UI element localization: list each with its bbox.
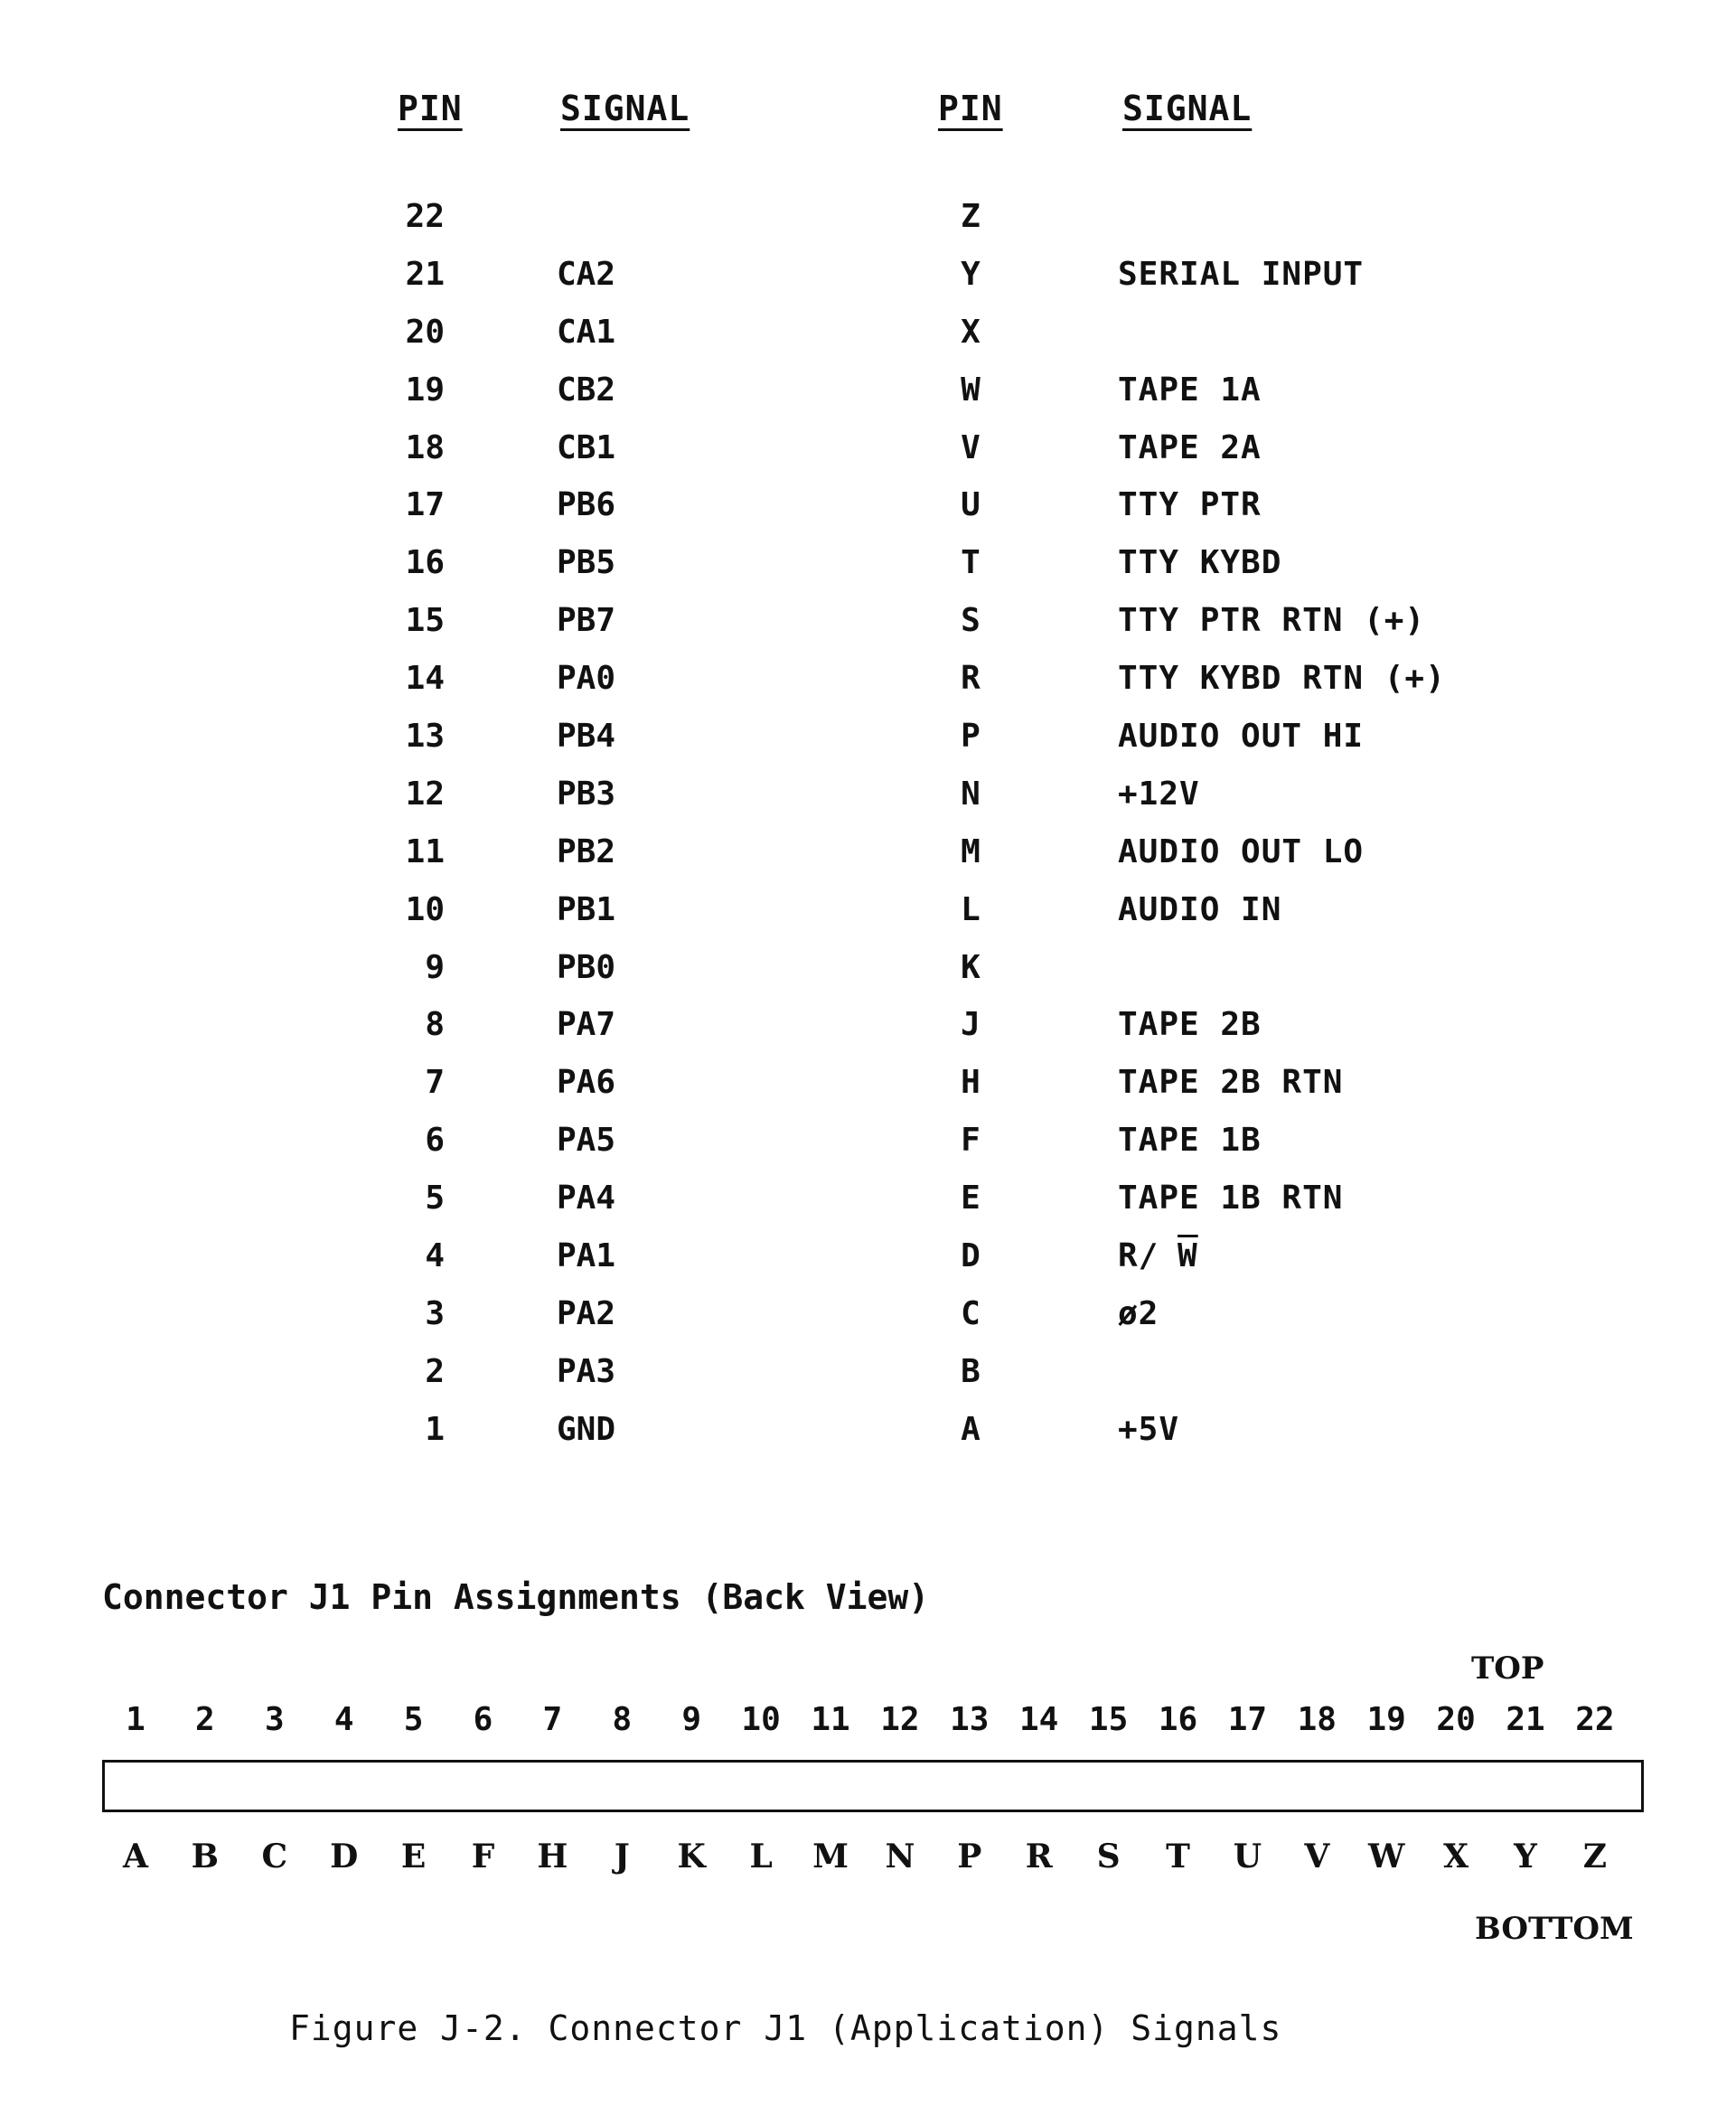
left-pin-cell: 21 xyxy=(405,255,445,293)
right-pin-cell: H xyxy=(961,1064,981,1102)
right-signal-cell: TAPE 1B RTN xyxy=(1118,1180,1344,1218)
table-row xyxy=(0,1410,1736,1468)
top-pin-number: 20 xyxy=(1436,1701,1476,1738)
right-signal-cell: AUDIO OUT HI xyxy=(1118,718,1365,756)
table-row xyxy=(0,890,1736,948)
right-signal-cell: +5V xyxy=(1118,1410,1180,1448)
bottom-pin-letter: P xyxy=(957,1838,982,1876)
right-signal-cell: TAPE 1A xyxy=(1118,371,1262,409)
table-row xyxy=(0,1179,1736,1236)
left-signal-cell: PB0 xyxy=(557,948,616,986)
connector-caption: Connector J1 Pin Assignments (Back View) xyxy=(102,1577,930,1617)
bottom-pin-letter: H xyxy=(537,1838,568,1876)
right-signal-cell: TAPE 2B RTN xyxy=(1118,1064,1344,1102)
top-pin-number: 10 xyxy=(741,1701,781,1738)
bottom-pin-letter: Y xyxy=(1514,1838,1537,1876)
top-pin-number: 19 xyxy=(1366,1701,1406,1738)
overline-text: $\overline{W}$ xyxy=(1178,1237,1198,1275)
right-pin-cell: R xyxy=(961,660,981,698)
left-pin-cell: 22 xyxy=(405,198,445,235)
top-pin-number: 6 xyxy=(473,1701,493,1738)
right-pin-cell: Y xyxy=(961,255,981,293)
top-pin-number: 7 xyxy=(542,1701,563,1738)
bottom-pin-letter: D xyxy=(330,1838,359,1876)
right-signal-cell: R/ xyxy=(1118,1237,1159,1275)
bottom-pin-letter: S xyxy=(1096,1838,1121,1876)
right-pin-cell: N xyxy=(961,775,981,813)
left-signal-cell: GND xyxy=(557,1410,616,1448)
left-signal-cell: PA0 xyxy=(557,660,616,698)
table-row xyxy=(0,1005,1736,1063)
table-row xyxy=(0,832,1736,890)
right-signal-cell: AUDIO IN xyxy=(1118,890,1282,928)
bottom-label: BOTTOM xyxy=(1475,1911,1634,1947)
bottom-pin-letter: R xyxy=(1025,1838,1053,1876)
left-signal-cell: PA4 xyxy=(557,1180,616,1218)
left-pin-cell: 20 xyxy=(405,313,445,351)
left-signal-cell: CB2 xyxy=(557,371,616,409)
left-signal-cell: PB1 xyxy=(557,890,616,928)
bottom-pin-letter: K xyxy=(677,1838,706,1876)
top-pin-number: 9 xyxy=(681,1701,702,1738)
bottom-pin-letter: T xyxy=(1166,1838,1190,1876)
left-pin-cell: 18 xyxy=(405,428,445,466)
right-pin-cell: A xyxy=(961,1410,981,1448)
right-pin-cell: P xyxy=(961,718,981,756)
left-signal-cell: PB5 xyxy=(557,544,616,582)
top-pin-number: 16 xyxy=(1158,1701,1198,1738)
left-signal-cell: PA2 xyxy=(557,1294,616,1332)
table-row xyxy=(0,717,1736,775)
top-pin-number: 5 xyxy=(403,1701,424,1738)
table-row xyxy=(0,371,1736,428)
bottom-pin-letter: A xyxy=(123,1838,148,1876)
table-row xyxy=(0,1063,1736,1121)
left-signal-cell: PA6 xyxy=(557,1064,616,1102)
left-pin-cell: 16 xyxy=(405,544,445,582)
left-signal-header: SIGNAL xyxy=(560,89,690,128)
table-row xyxy=(0,775,1736,832)
bottom-pin-letter: M xyxy=(812,1838,849,1876)
bottom-pin-letter: L xyxy=(749,1838,773,1876)
connector-outline xyxy=(102,1760,1644,1812)
right-pin-cell: X xyxy=(961,313,981,351)
table-row xyxy=(0,601,1736,659)
top-pin-number: 18 xyxy=(1297,1701,1337,1738)
left-pin-cell: 7 xyxy=(425,1064,445,1102)
left-signal-cell: PB4 xyxy=(557,718,616,756)
left-pin-cell: 3 xyxy=(425,1294,445,1332)
bottom-pin-letter: E xyxy=(400,1838,427,1876)
top-pin-number: 8 xyxy=(612,1701,633,1738)
figure-caption: Figure J-2. Connector J1 (Application) Signals xyxy=(289,2008,1282,2048)
left-signal-cell: CB1 xyxy=(557,428,616,466)
left-signal-cell: PB2 xyxy=(557,832,616,870)
right-signal-cell: TTY KYBD RTN (+) xyxy=(1118,660,1446,698)
left-signal-cell: PA1 xyxy=(557,1237,616,1275)
right-pin-cell: M xyxy=(961,832,981,870)
table-row xyxy=(0,1294,1736,1352)
top-pin-number: 11 xyxy=(811,1701,850,1738)
right-signal-cell: TTY PTR RTN (+) xyxy=(1118,602,1426,640)
top-pin-number: 12 xyxy=(880,1701,920,1738)
table-row xyxy=(0,659,1736,717)
right-signal-cell: TTY PTR xyxy=(1118,486,1262,524)
left-pin-cell: 6 xyxy=(425,1122,445,1160)
left-pin-cell: 10 xyxy=(405,890,445,928)
left-signal-cell: CA1 xyxy=(557,313,616,351)
bottom-pin-letter: U xyxy=(1233,1838,1262,1876)
right-signal-cell: TTY KYBD xyxy=(1118,544,1282,582)
top-pin-number: 15 xyxy=(1088,1701,1129,1738)
right-pin-header: PIN xyxy=(938,89,1003,128)
top-pin-number: 14 xyxy=(1019,1701,1059,1738)
bottom-pin-letter: V xyxy=(1304,1838,1330,1876)
table-row xyxy=(0,485,1736,543)
left-pin-cell: 11 xyxy=(405,832,445,870)
top-pin-number: 4 xyxy=(333,1701,354,1738)
pin-assignment-table xyxy=(0,197,1736,1468)
table-row xyxy=(0,197,1736,255)
left-pin-cell: 13 xyxy=(405,718,445,756)
bottom-pin-letter: X xyxy=(1443,1838,1469,1876)
bottom-pin-letter: Z xyxy=(1582,1838,1608,1876)
table-row xyxy=(0,948,1736,1006)
left-pin-cell: 9 xyxy=(425,948,445,986)
bottom-pin-letter: W xyxy=(1367,1838,1405,1876)
right-signal-cell: AUDIO OUT LO xyxy=(1118,832,1365,870)
table-row xyxy=(0,313,1736,371)
right-pin-cell: L xyxy=(961,890,981,928)
left-signal-cell: PA3 xyxy=(557,1352,616,1390)
left-pin-cell: 12 xyxy=(405,775,445,813)
table-row xyxy=(0,1236,1736,1294)
bottom-pin-letter: F xyxy=(471,1838,495,1876)
right-pin-cell: E xyxy=(961,1180,981,1218)
right-signal-cell: ø2 xyxy=(1118,1294,1159,1332)
left-pin-cell: 17 xyxy=(405,486,445,524)
right-signal-cell: TAPE 1B xyxy=(1118,1122,1262,1160)
right-pin-cell: D xyxy=(961,1237,981,1275)
top-label: TOP xyxy=(1471,1650,1544,1687)
right-signal-cell: TAPE 2A xyxy=(1118,428,1262,466)
bottom-pin-letter: C xyxy=(261,1838,288,1876)
top-pin-number: 17 xyxy=(1227,1701,1268,1738)
right-signal-cell: SERIAL INPUT xyxy=(1118,255,1365,293)
table-row xyxy=(0,543,1736,601)
left-signal-cell: PA5 xyxy=(557,1122,616,1160)
right-pin-cell: F xyxy=(961,1122,981,1160)
left-signal-cell: PA7 xyxy=(557,1006,616,1044)
top-pin-number: 3 xyxy=(264,1701,285,1738)
left-signal-cell: PB7 xyxy=(557,602,616,640)
right-pin-cell: W xyxy=(961,371,981,409)
bottom-pin-letter: B xyxy=(191,1838,220,1876)
right-pin-cell: U xyxy=(961,486,981,524)
right-signal-cell: TAPE 2B xyxy=(1118,1006,1262,1044)
left-pin-cell: 5 xyxy=(425,1180,445,1218)
table-row xyxy=(0,255,1736,313)
left-pin-cell: 15 xyxy=(405,602,445,640)
left-pin-cell: 2 xyxy=(425,1352,445,1390)
left-pin-cell: 14 xyxy=(405,660,445,698)
left-pin-cell: 1 xyxy=(425,1410,445,1448)
top-pin-number: 2 xyxy=(195,1701,215,1738)
bottom-pin-letter: J xyxy=(614,1838,630,1876)
left-signal-cell: PB3 xyxy=(557,775,616,813)
right-pin-cell: V xyxy=(961,428,981,466)
right-signal-header: SIGNAL xyxy=(1122,89,1253,128)
right-pin-cell: J xyxy=(961,1006,981,1044)
right-pin-cell: B xyxy=(961,1352,981,1390)
right-pin-cell: C xyxy=(961,1294,981,1332)
right-pin-cell: T xyxy=(961,544,981,582)
right-pin-cell: K xyxy=(961,948,981,986)
top-pin-number: 22 xyxy=(1575,1701,1615,1738)
right-pin-cell: S xyxy=(961,602,981,640)
table-row xyxy=(0,1121,1736,1179)
top-pin-number: 21 xyxy=(1506,1701,1545,1738)
left-signal-cell: CA2 xyxy=(557,255,616,293)
top-pin-number: 13 xyxy=(950,1701,990,1738)
left-pin-cell: 8 xyxy=(425,1006,445,1044)
left-pin-cell: 19 xyxy=(405,371,445,409)
left-pin-header: PIN xyxy=(398,89,463,128)
left-pin-cell: 4 xyxy=(425,1237,445,1275)
top-pin-number: 1 xyxy=(126,1701,145,1738)
table-row xyxy=(0,1352,1736,1410)
table-row xyxy=(0,428,1736,486)
right-signal-cell: +12V xyxy=(1118,775,1200,813)
left-signal-cell: PB6 xyxy=(557,486,616,524)
right-pin-cell: Z xyxy=(961,198,981,235)
bottom-pin-letter: N xyxy=(885,1838,915,1876)
